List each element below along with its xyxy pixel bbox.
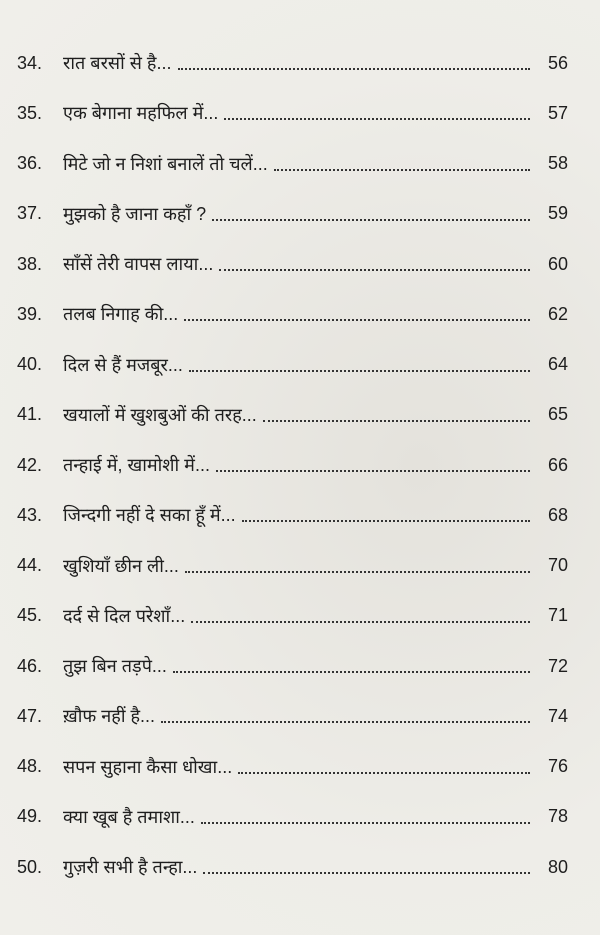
entry-number: 38. [17, 253, 43, 274]
dot-leader [274, 169, 530, 171]
dot-leader [216, 470, 530, 472]
entry-number: 40. [17, 354, 43, 375]
entry-page-number: 59 [547, 203, 568, 224]
entry-page-number: 60 [547, 253, 568, 274]
entry-title: खयालों में खुशबुओं की तरह... [63, 404, 257, 425]
entry-title: रात बरसों से है... [63, 53, 172, 74]
entry-number: 48. [17, 756, 43, 777]
entry-number: 44. [17, 555, 43, 576]
dot-leader [178, 68, 530, 70]
toc-entry [0, 390, 600, 440]
entry-title: ख़ौफ नहीं है... [63, 706, 156, 727]
dot-leader [161, 721, 530, 723]
entry-page-number: 58 [547, 153, 568, 174]
toc-entry [0, 691, 600, 741]
entry-title: तुझ बिन तड़पे... [63, 656, 167, 677]
entry-page-number: 70 [547, 555, 568, 576]
toc-entry [0, 189, 600, 239]
dot-leader [224, 118, 530, 120]
toc-entry [0, 792, 600, 842]
entry-title: खुशियाँ छीन ली... [63, 555, 179, 576]
entry-page-number: 68 [547, 504, 568, 525]
dot-leader [173, 671, 530, 673]
entry-title: एक बेगाना महफिल में... [63, 103, 219, 124]
toc-entry [0, 641, 600, 691]
entry-page-number: 80 [547, 856, 568, 877]
entry-number: 45. [17, 605, 43, 626]
toc-entry [0, 541, 600, 591]
entry-title: तन्हाई में, खामोशी में... [63, 455, 210, 476]
toc-entry [0, 88, 600, 138]
entry-title: जिन्दगी नहीं दे सका हूँ में... [63, 505, 236, 526]
entry-page-number: 78 [547, 806, 568, 827]
toc-entry [0, 139, 600, 189]
dot-leader [238, 772, 530, 774]
toc-entry [0, 38, 600, 88]
entry-number: 46. [17, 655, 43, 676]
entry-number: 50. [17, 856, 43, 877]
entry-number: 49. [17, 806, 43, 827]
entry-title: सपन सुहाना कैसा धोखा... [63, 756, 233, 777]
entry-page-number: 71 [547, 605, 568, 626]
toc-entry [0, 842, 600, 892]
entry-number: 37. [17, 203, 43, 224]
entry-page-number: 66 [547, 454, 568, 475]
toc-entry [0, 340, 600, 390]
toc-entry [0, 591, 600, 641]
dot-leader [201, 822, 530, 824]
toc-entry [0, 490, 600, 540]
entry-page-number: 72 [547, 655, 568, 676]
entry-title: दिल से हैं मजबूर... [63, 354, 183, 375]
dot-leader [185, 571, 530, 573]
entry-title: मुझको है जाना कहाँ ? [63, 203, 207, 224]
dot-leader [189, 370, 530, 372]
toc-entry [0, 239, 600, 289]
dot-leader [212, 219, 530, 221]
entry-number: 47. [17, 705, 43, 726]
entry-title: मिटे जो न निशां बनालें तो चलें... [63, 153, 268, 174]
dot-leader [191, 621, 530, 623]
entry-page-number: 74 [547, 705, 568, 726]
entry-page-number: 64 [547, 354, 568, 375]
entry-title: क्या खूब है तमाशा... [63, 806, 195, 827]
dot-leader [203, 872, 530, 874]
entry-page-number: 56 [547, 52, 568, 73]
entry-number: 42. [17, 454, 43, 475]
entry-title: तलब निगाह की... [63, 304, 179, 325]
toc-entry [0, 289, 600, 339]
entry-title: साँसें तेरी वापस लाया... [63, 254, 214, 275]
dot-leader [219, 269, 530, 271]
toc-entry [0, 742, 600, 792]
entry-page-number: 65 [547, 404, 568, 425]
entry-number: 36. [17, 153, 43, 174]
table-of-contents [0, 38, 600, 892]
dot-leader [242, 520, 530, 522]
toc-entry [0, 440, 600, 490]
entry-page-number: 76 [547, 756, 568, 777]
dot-leader [184, 319, 530, 321]
entry-number: 41. [17, 404, 43, 425]
entry-number: 39. [17, 303, 43, 324]
entry-page-number: 57 [547, 102, 568, 123]
entry-title: दर्द से दिल परेशाँ... [63, 605, 186, 626]
entry-number: 43. [17, 504, 43, 525]
entry-number: 34. [17, 52, 43, 73]
entry-number: 35. [17, 102, 43, 123]
entry-title: गुज़री सभी है तन्हा... [63, 857, 198, 878]
dot-leader [263, 420, 530, 422]
entry-page-number: 62 [547, 303, 568, 324]
